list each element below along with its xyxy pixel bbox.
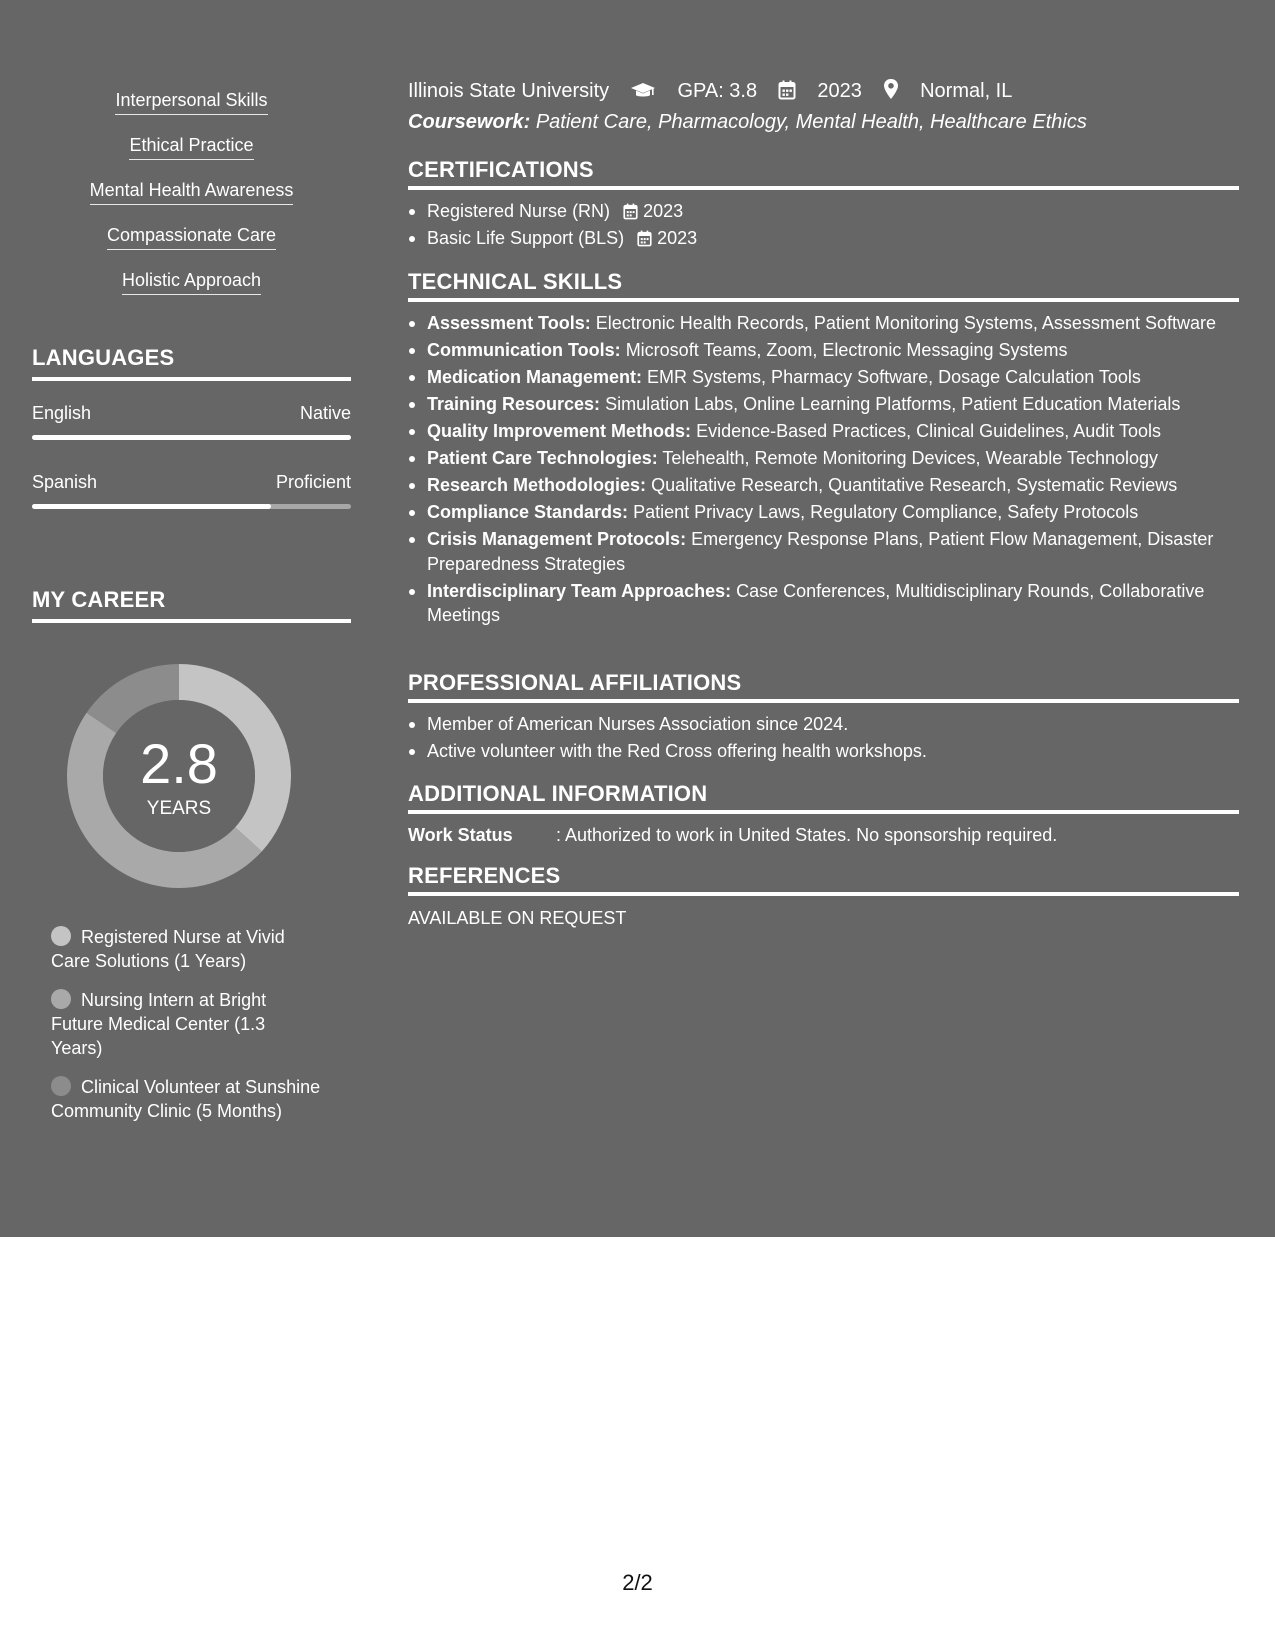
technical-skills-title: TECHNICAL SKILLS (408, 269, 1239, 302)
technical-skill-item (408, 500, 1239, 525)
education-line (408, 78, 1012, 104)
affiliations-title: PROFESSIONAL AFFILIATIONS (408, 670, 1239, 703)
certification-name: Basic Life Support (BLS) (427, 228, 625, 248)
career-dot-icon (51, 1076, 71, 1096)
language-name: English (32, 403, 92, 423)
language-bar (32, 504, 351, 509)
language-row (32, 470, 351, 509)
page-number: 2/2 (622, 1570, 653, 1595)
technical-skill-label: Training Resources: (427, 394, 601, 414)
career-item (51, 988, 321, 1060)
certifications-title: CERTIFICATIONS (408, 157, 1239, 190)
career-donut-chart (67, 664, 291, 888)
career-item-label: Clinical Volunteer at Sunshine Community Clinic (5 Months) (51, 1077, 321, 1121)
career-unit: YEARS (146, 798, 212, 819)
language-bar-fill (32, 504, 271, 509)
skill-tag: Interpersonal Skills (115, 88, 267, 115)
career-item-label: Registered Nurse at Vivid Care Solutions (1 Years) (51, 927, 285, 971)
gpa: GPA: 3.8 (677, 80, 758, 102)
career-item (51, 1075, 321, 1123)
references-title: REFERENCES (408, 863, 1239, 896)
technical-skill-item (408, 392, 1239, 417)
technical-skill-text: Telehealth, Remote Monitoring Devices, Wearable Technology (662, 448, 1159, 468)
skill-tag: Holistic Approach (122, 268, 261, 295)
technical-skill-text: Electronic Health Records, Patient Monitoring Systems, Assessment Software (595, 313, 1216, 333)
technical-skill-label: Communication Tools: (427, 340, 621, 360)
additional-info-title: ADDITIONAL INFORMATION (408, 781, 1239, 814)
skill-tag: Ethical Practice (129, 133, 253, 160)
work-status-label: Work Status (408, 825, 513, 845)
language-level: Native (299, 403, 351, 423)
technical-skill-label: Medication Management: (427, 367, 643, 387)
career-item (51, 925, 321, 973)
technical-skill-item (408, 579, 1239, 628)
additional-info-section (408, 781, 1239, 847)
language-bar-fill (32, 435, 351, 440)
career-title: MY CAREER (32, 587, 351, 623)
skills-list (32, 88, 351, 313)
career-dot-icon (51, 926, 71, 946)
language-row (32, 401, 351, 440)
work-status-value: : Authorized to work in United States. No sponsorship required. (556, 825, 1058, 845)
technical-skills-section (408, 269, 1239, 630)
career-total: 2.8 (140, 732, 218, 795)
technical-skill-label: Interdisciplinary Team Approaches: (427, 580, 732, 601)
technical-skill-item (408, 446, 1239, 471)
technical-skill-text: Simulation Labs, Online Learning Platforms, Patient Education Materials (605, 394, 1181, 414)
references-section (408, 863, 1239, 930)
skill-tag: Compassionate Care (107, 223, 276, 250)
calendar-icon (778, 80, 796, 100)
technical-skill-text: Microsoft Teams, Zoom, Electronic Messaging Systems (625, 340, 1068, 360)
technical-skill-item (408, 338, 1239, 363)
career-item-label: Nursing Intern at Bright Future Medical Center (1.3 Years) (51, 990, 267, 1058)
certification-name: Registered Nurse (RN) (427, 201, 611, 221)
technical-skill-label: Patient Care Technologies: (427, 448, 658, 468)
certification-item (408, 226, 1239, 251)
calendar-icon (637, 230, 652, 247)
affiliation-item: Active volunteer with the Red Cross offering health workshops. (408, 739, 1239, 764)
certification-year: 2023 (657, 228, 698, 248)
technical-skill-item (408, 365, 1239, 390)
language-name: Spanish (32, 472, 98, 492)
technical-skill-label: Quality Improvement Methods: (427, 421, 692, 441)
coursework-line (408, 109, 1087, 135)
technical-skill-item (408, 311, 1239, 336)
languages-title: LANGUAGES (32, 345, 351, 381)
graduation-year: 2023 (817, 80, 862, 102)
school-location: Normal, IL (920, 80, 1013, 102)
career-legend (51, 925, 321, 1138)
calendar-icon (623, 203, 638, 220)
technical-skill-item (408, 419, 1239, 444)
technical-skill-label: Crisis Management Protocols: (427, 529, 687, 549)
affiliation-item: Member of American Nurses Association since 2024. (408, 712, 1239, 737)
technical-skill-text: Patient Privacy Laws, Regulatory Compliance, Safety Protocols (633, 502, 1139, 522)
references-text: AVAILABLE ON REQUEST (408, 908, 627, 928)
school-name: Illinois State University (408, 80, 610, 102)
coursework-list: Patient Care, Pharmacology, Mental Health, Healthcare Ethics (535, 111, 1087, 133)
technical-skill-item (408, 527, 1239, 576)
technical-skill-label: Research Methodologies: (427, 475, 647, 495)
technical-skill-label: Assessment Tools: (427, 313, 591, 333)
coursework-label: Coursework: (408, 111, 531, 133)
technical-skill-item (408, 473, 1239, 498)
work-status-row (408, 823, 1239, 847)
graduation-cap-icon (630, 82, 656, 100)
language-level: Proficient (275, 472, 351, 492)
technical-skill-label: Compliance Standards: (427, 502, 629, 522)
skill-tag: Mental Health Awareness (90, 178, 294, 205)
certifications-section (408, 157, 1239, 253)
technical-skill-text: Case Conferences, Multidisciplinary Rounds, Collaborative Meetings (427, 580, 1205, 625)
technical-skill-text: Evidence-Based Practices, Clinical Guidelines, Audit Tools (696, 421, 1161, 441)
affiliations-section (408, 670, 1239, 766)
technical-skill-text: EMR Systems, Pharmacy Software, Dosage Calculation Tools (647, 367, 1141, 387)
map-pin-icon (883, 78, 899, 100)
career-section (32, 587, 351, 1121)
technical-skill-text: Qualitative Research, Quantitative Research, Systematic Reviews (651, 475, 1178, 495)
certification-item (408, 199, 1239, 224)
languages-section (32, 345, 351, 509)
technical-skill-text: Emergency Response Plans, Patient Flow Management, Disaster Preparedness Strategies (427, 529, 1214, 574)
career-dot-icon (51, 989, 71, 1009)
language-bar (32, 435, 351, 440)
certification-year: 2023 (643, 201, 684, 221)
